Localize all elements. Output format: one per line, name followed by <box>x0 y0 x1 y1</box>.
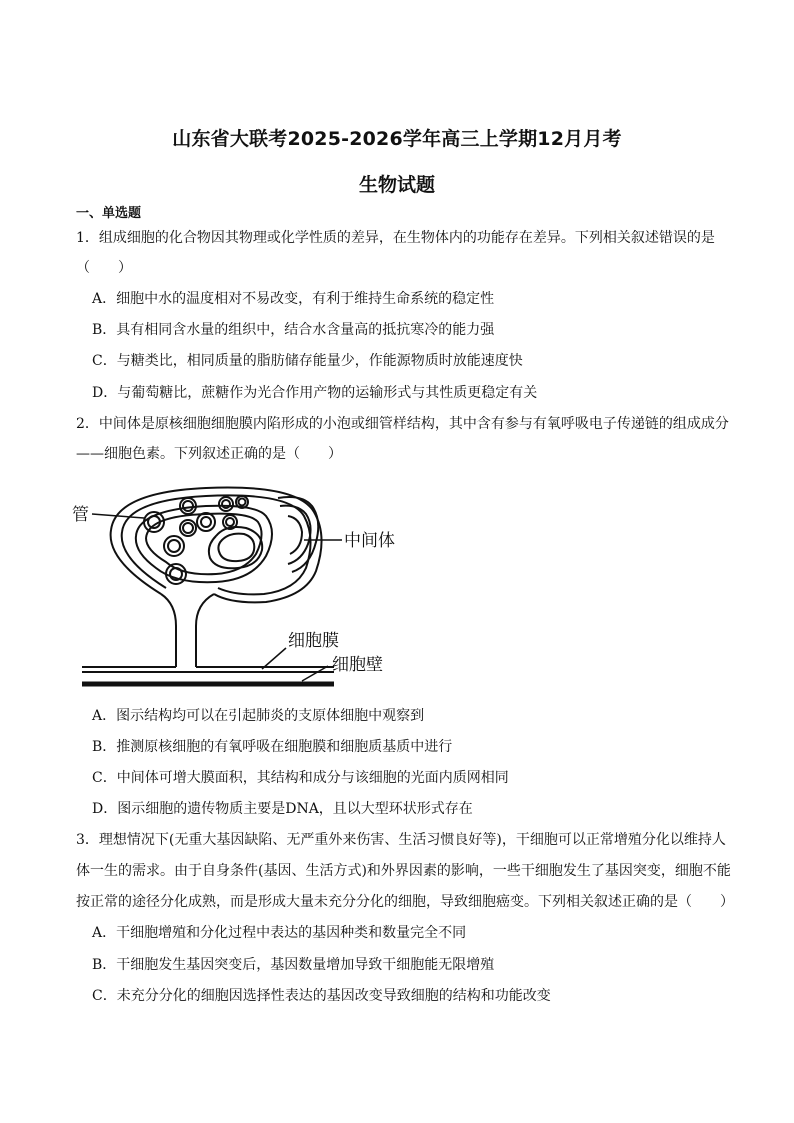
section-heading: 一、单选题 <box>76 206 142 221</box>
q3-option-b: B．干细胞发生基因突变后，基因数量增加导致干细胞能无限增殖 <box>92 957 495 973</box>
q1-stem-line-2: （ ） <box>76 260 132 276</box>
q1-option-a: A．细胞中水的温度相对不易改变，有利于维持生命系统的稳定性 <box>92 291 495 307</box>
q1-option-d: D．与葡萄糖比，蔗糖作为光合作用产物的运输形式与其性质更稳定有关 <box>92 385 538 401</box>
label-cell-wall: 细胞壁 <box>332 655 383 675</box>
q3-option-c: C．未充分分化的细胞因选择性表达的基因改变导致细胞的结构和功能改变 <box>92 988 551 1004</box>
exam-title: 山东省大联考2025-2026学年高三上学期12月月考 <box>172 128 622 150</box>
stalk-left <box>161 594 176 667</box>
label-cell-membrane: 细胞膜 <box>288 631 339 651</box>
label-mesosome: 中间体 <box>344 531 395 551</box>
q2-option-d: D．图示细胞的遗传物质主要是DNA，且以大型环状形式存在 <box>92 801 473 817</box>
q2-stem-line-2: ——细胞色素。下列叙述正确的是（ ） <box>76 446 342 462</box>
vesicle-4 <box>197 513 215 531</box>
q3-stem-line-3: 按正常的途径分化成熟，而是形成大量未充分分化的细胞，导致细胞癌变。下列相关叙述正确的是（ ） <box>76 894 734 910</box>
membrane-leader-line <box>262 648 286 669</box>
exam-subtitle: 生物试题 <box>358 174 435 196</box>
q2-option-c: C．中间体可增大膜面积，其结构和成分与该细胞的光面内质网相同 <box>92 770 509 786</box>
wall-leader-line <box>302 666 328 681</box>
q2-option-b: B．推测原核细胞的有氧呼吸在细胞膜和细胞质基质中进行 <box>92 739 453 755</box>
stalk-right <box>196 594 214 667</box>
q3-stem-line-2: 体一生的需求。由于自身条件(基因、生活方式)和外界因素的影响，一些干细胞发生了基因突变，细胞不能 <box>76 863 731 879</box>
q3-stem-line-1: 3．理想情况下(无重大基因缺陷、无严重外来伤害、生活习惯良好等)，干细胞可以正常增殖分化以维持人 <box>76 832 726 848</box>
q2-option-a: A．图示结构均可以在引起肺炎的支原体细胞中观察到 <box>92 708 425 724</box>
q1-stem-line-1: 1．组成细胞的化合物因其物理或化学性质的差异，在生物体内的功能存在差异。下列相关叙述错误的是 <box>76 230 715 246</box>
label-tube: 管 <box>72 505 89 525</box>
mesosome-diagram <box>66 476 426 696</box>
q3-option-a: A．干细胞增殖和分化过程中表达的基因种类和数量完全不同 <box>92 925 467 941</box>
q1-option-c: C．与糖类比，相同质量的脂肪储存能量少，作能源物质时放能速度快 <box>92 353 523 369</box>
q1-option-b: B．具有相同含水量的组织中，结合水含量高的抵抗寒冷的能力强 <box>92 322 495 338</box>
q2-stem-line-1: 2．中间体是原核细胞细胞膜内陷形成的小泡或细管样结构，其中含有参与有氧呼吸电子传递链的组成成分 <box>76 416 729 432</box>
